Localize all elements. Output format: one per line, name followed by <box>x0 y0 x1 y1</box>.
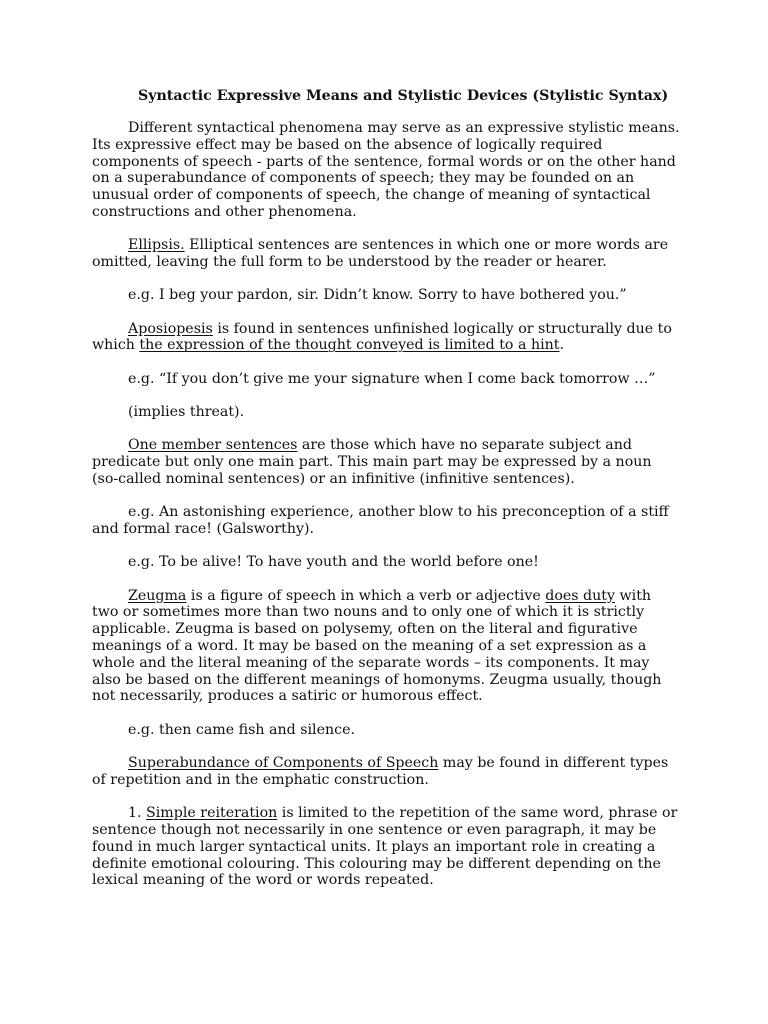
page-title: Syntactic Expressive Means and Stylistic Devices (Stylistic Syntax) <box>138 88 669 104</box>
ellipsis-paragraph <box>92 237 680 271</box>
aposiopesis-example: e.g. “If you don’t give me your signature when I come back tomorrow …” <box>128 370 656 387</box>
aposiopesis-paragraph <box>92 321 680 355</box>
zeugma-paragraph <box>92 588 680 706</box>
superabundance-term: Superabundance of Components of Speech <box>128 755 439 772</box>
aposiopesis-underlined-phrase: the expression of the thought conveyed is limited to a hint <box>139 337 560 354</box>
document-body <box>92 120 680 906</box>
ellipsis-example: e.g. I beg your pardon, sir. Didn’t know. Sorry to have bothered you.” <box>128 287 627 304</box>
zeugma-definition-end: with two or sometimes more than two nouns and to only one of which it is strictly applicable. Zeugma is based on polysemy, often on the literal and figurative meanings of a word. It may be based on the meaning of a set expression as a whole and the literal meaning of the separate words – its components. It may also be based on the different meanings of homonyms. Zeugma usually, though not necessarily, produces a satiric or humorous effect. <box>92 587 662 705</box>
reiteration-paragraph <box>92 805 680 889</box>
one-member-example-1: e.g. An astonishing experience, another blow to his preconception of a stiff and formal race! (Galsworthy). <box>92 504 669 538</box>
reiteration-number: 1. <box>128 805 147 822</box>
zeugma-term: Zeugma <box>128 587 187 604</box>
zeugma-definition-start: is a figure of speech in which a verb or adjective <box>186 587 546 604</box>
one-member-term: One member sentences <box>128 437 298 454</box>
ellipsis-term: Ellipsis. <box>128 237 185 254</box>
aposiopesis-term: Aposiopesis <box>128 320 213 337</box>
aposiopesis-definition-start: is found in sentences unfinished logically or structurally due to which <box>92 320 672 354</box>
aposiopesis-note: (implies threat). <box>128 404 245 421</box>
one-member-paragraph <box>92 437 680 487</box>
ellipsis-definition: Elliptical sentences are sentences in which one or more words are omitted, leaving the full form to be understood by the reader or hearer. <box>92 237 669 271</box>
reiteration-term: Simple reiteration <box>146 805 278 822</box>
one-member-example-2: e.g. To be alive! To have youth and the world before one! <box>128 554 539 571</box>
superabundance-definition: may be found in different types of repetition and in the emphatic construction. <box>92 755 669 788</box>
zeugma-underlined-phrase: does duty <box>545 587 615 604</box>
superabundance-paragraph <box>92 755 680 789</box>
zeugma-example: e.g. then came fish and silence. <box>128 721 355 738</box>
reiteration-definition: is limited to the repetition of the same word, phrase or sentence though not necessarily in one sentence or even paragraph, it may be found in much larger syntactical units. It plays an important role in creating a definite emotional colouring. This colouring may be different depending on the lexical meaning of the word or words repeated. <box>92 805 678 889</box>
one-member-definition: are those which have no separate subject and predicate but only one main part. This main part may be expressed by a noun (so-called nominal sentences) or an infinitive (infinitive sentences). <box>92 437 652 487</box>
aposiopesis-definition-end: . <box>559 337 564 354</box>
intro-paragraph: Different syntactical phenomena may serve as an expressive stylistic means. Its expressive effect may be based on the absence of logically required components of speech - parts of the sentence, formal words or on the other hand on a superabundance of components of speech; they may be founded on an unusual order of components of speech, the change of meaning of syntactical constructions and other phenomena. <box>92 120 680 220</box>
